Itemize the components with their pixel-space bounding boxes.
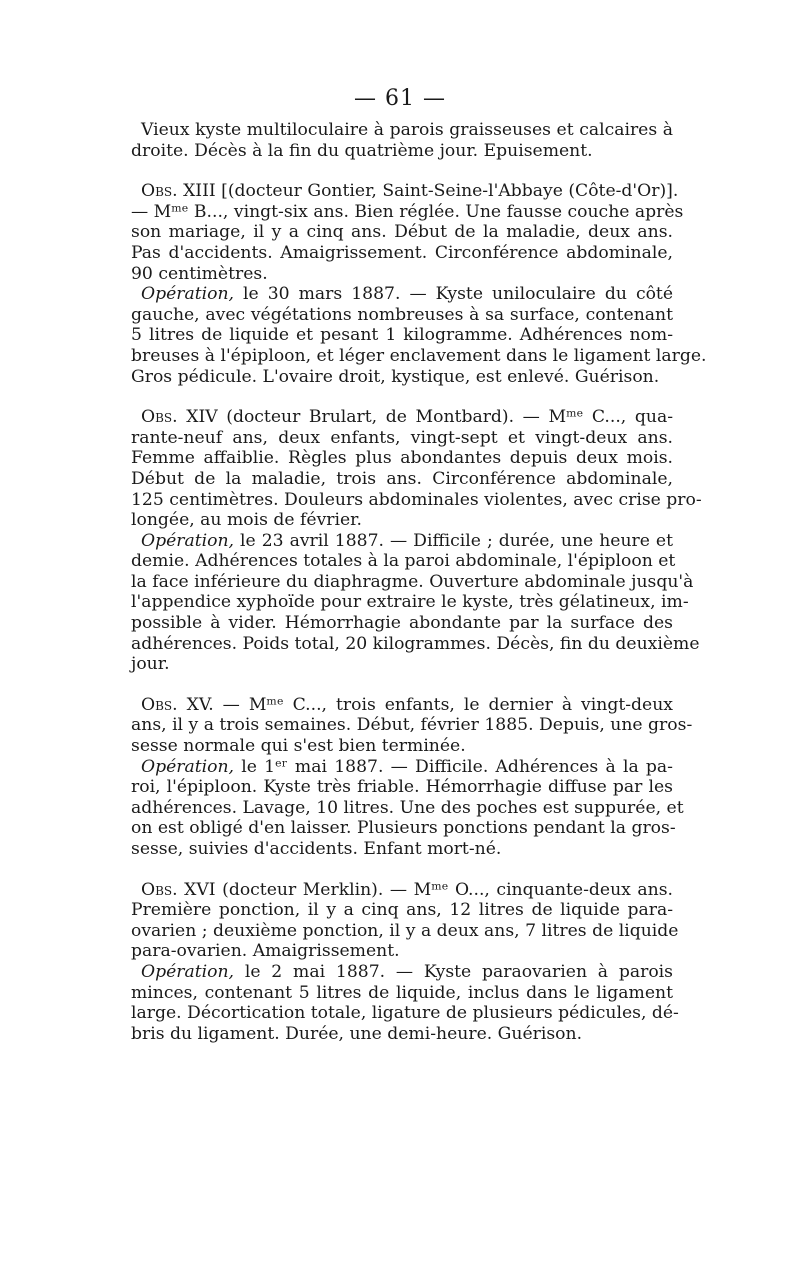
text-line: breuses à l'épiploon, et léger enclavement dans le ligament large. (131, 345, 707, 366)
text-line: roi, l'épiploon. Kyste très friable. Hémorrhagie diffuse par les (131, 777, 673, 798)
obs-label: Obs. (141, 181, 178, 202)
obs-label: Obs. (141, 407, 178, 428)
text-line: sesse, suivies d'accidents. Enfant mort-né. (131, 839, 502, 859)
text-line: l'appendice xyphoïde pour extraire le kyste, très gélatineux, im- (131, 592, 689, 613)
text-line: minces, contenant 5 litres de liquide, inclus dans le ligament (131, 982, 673, 1003)
text-line: bris du ligament. Durée, une demi-heure. Guérison. (131, 1023, 583, 1044)
text-line: Obs. XIII [(docteur Gontier, Saint-Seine-l'Abbaye (Côte-d'Or)]. (141, 181, 679, 202)
obs-label: Obs. (141, 879, 178, 900)
text-line: Obs. XVI (docteur Merklin). — Mᵐᵉ O..., cinquante-deux ans. (141, 879, 673, 900)
page-number: — 61 — (354, 86, 446, 111)
text-line: son mariage, il y a cinq ans. Début de la maladie, deux ans. (131, 222, 673, 243)
text-line: large. Décortication totale, ligature de plusieurs pédicules, dé- (131, 1003, 679, 1024)
text-line: Vieux kyste multiloculaire à parois graisseuses et calcaires à (141, 120, 673, 140)
text-line: ans, il y a trois semaines. Début, février 1885. Depuis, une gros- (131, 715, 693, 736)
page-text (131, 120, 707, 1044)
text-line: Gros pédicule. L'ovaire droit, kystique, est enlevé. Guérison. (131, 366, 660, 387)
text-line: 5 litres de liquide et pesant 1 kilogramme. Adhérences nom- (131, 325, 673, 346)
text-line: Obs. XIV (docteur Brulart, de Montbard). — Mᵐᵉ C..., qua- (141, 407, 673, 428)
text-line: longée, au mois de février. (131, 510, 362, 531)
text-line: droite. Décès à la fin du quatrième jour. Epuisement. (131, 140, 593, 161)
text-line: Femme affaiblie. Règles plus abondantes depuis deux mois. (131, 448, 673, 469)
obs-label: Obs. (141, 694, 178, 715)
text-line: Première ponction, il y a cinq ans, 12 litres de liquide para- (131, 900, 673, 921)
text-line: jour. (131, 654, 170, 675)
text-line: 125 centimètres. Douleurs abdominales violentes, avec crise pro- (131, 489, 702, 510)
text-line: gauche, avec végétations nombreuses à sa surface, contenant (131, 304, 673, 325)
text-line: Pas d'accidents. Amaigrissement. Circonférence abdominale, (131, 242, 673, 263)
text-line: — Mᵐᵉ B..., vingt-six ans. Bien réglée. Une fausse couche après (131, 201, 684, 222)
intro-paragraph (131, 120, 673, 161)
text-line: demie. Adhérences totales à la paroi abdominale, l'épiploon et (131, 551, 676, 572)
operation-label: Opération, (141, 961, 235, 982)
observation-13 (131, 181, 707, 387)
text-line: para-ovarien. Amaigrissement. (131, 941, 400, 962)
observation-15 (131, 694, 693, 860)
text-line: adhérences. Poids total, 20 kilogrammes. Décès, fin du deuxième (131, 633, 700, 654)
text-line: adhérences. Lavage, 10 litres. Une des poches est suppurée, et (131, 797, 684, 818)
operation-label: Opération, (141, 756, 235, 777)
observation-14 (131, 407, 702, 675)
text-line: ovarien ; deuxième ponction, il y a deux ans, 7 litres de liquide (131, 920, 679, 941)
text-line: la face inférieure du diaphragme. Ouverture abdominale jusqu'à (131, 571, 694, 592)
operation-label: Opération, (141, 284, 235, 305)
text-line: sesse normale qui s'est bien terminée. (131, 736, 466, 757)
text-line: rante-neuf ans, deux enfants, vingt-sept et vingt-deux ans. (131, 427, 673, 448)
text-line: on est obligé d'en laisser. Plusieurs ponctions pendant la gros- (131, 818, 676, 839)
observation-16 (131, 879, 679, 1045)
text-line: possible à vider. Hémorrhagie abondante par la surface des (131, 613, 673, 634)
text-line: Opération, le 2 mai 1887. — Kyste paraovarien à parois (141, 961, 673, 982)
text-line: Opération, le 30 mars 1887. — Kyste uniloculaire du côté (141, 284, 674, 305)
text-line: Opération, le 23 avril 1887. — Difficile ; durée, une heure et (141, 530, 673, 551)
operation-label: Opération, (141, 530, 235, 551)
text-line: Opération, le 1ᵉʳ mai 1887. — Difficile. Adhérences à la pa- (141, 756, 673, 777)
text-line: Obs. XV. — Mᵐᵉ C..., trois enfants, le dernier à vingt-deux (141, 694, 673, 715)
text-line: Début de la maladie, trois ans. Circonférence abdominale, (131, 468, 673, 489)
text-line: 90 centimètres. (131, 263, 268, 284)
